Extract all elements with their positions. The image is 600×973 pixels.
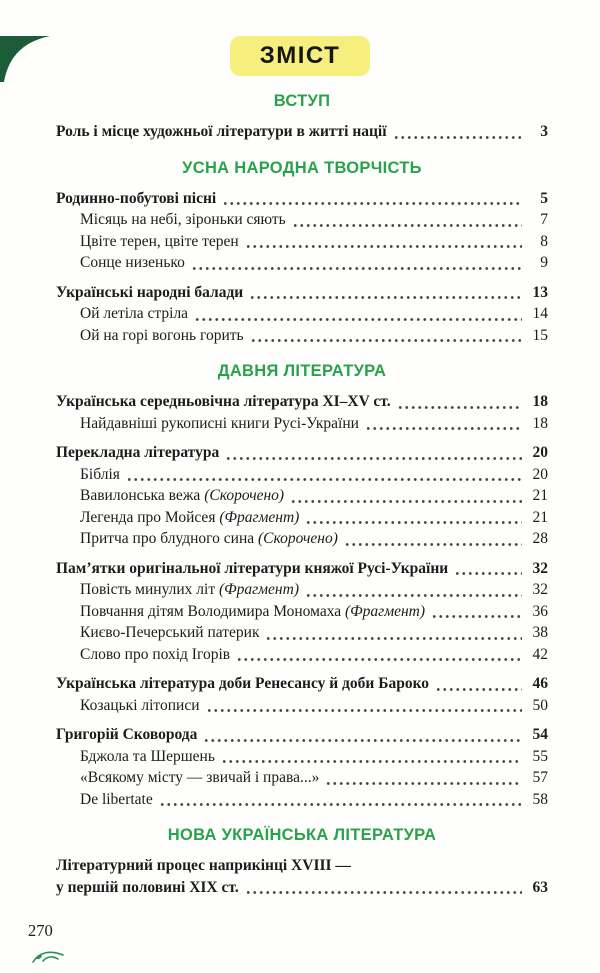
dot-leader — [250, 338, 522, 343]
entry-text: Слово про похід Ігорів — [80, 645, 231, 663]
toc-entry — [56, 877, 548, 899]
entry-page: 20 — [532, 465, 548, 483]
entry-text: Козацькі літописи — [80, 696, 200, 714]
dot-leader — [431, 614, 522, 619]
dot-leader — [249, 295, 522, 300]
entry-page: 36 — [532, 602, 548, 620]
entry-text: Ой на горі вогонь горить — [80, 326, 244, 344]
toc-entry — [56, 507, 548, 529]
toc-entry — [56, 601, 548, 623]
entry-text: Перекладна література — [56, 444, 220, 461]
entry-text: Родинно-побутові пісні — [56, 189, 217, 207]
toc-entry — [56, 231, 548, 253]
entry-text: Найдавніші рукописні книги Русі-України — [80, 414, 359, 432]
entry-page: 13 — [532, 283, 548, 301]
dot-leader — [454, 571, 522, 576]
toc-entry — [56, 121, 548, 143]
toc-entry — [56, 252, 548, 274]
entry-text: Ой летіла стріла — [80, 305, 189, 322]
entry-page: 9 — [540, 254, 548, 271]
entry-note: (Фрагмент) — [219, 508, 300, 526]
dot-leader — [344, 542, 522, 547]
toc-entry — [56, 746, 548, 768]
entry-text: Місяць на небі, зіроньки сяють — [80, 211, 286, 228]
entry-page: 42 — [532, 645, 548, 663]
entry-page: 55 — [532, 747, 548, 765]
toc-entry — [56, 464, 548, 486]
folio-number: 270 — [28, 921, 53, 940]
entry-page: 63 — [532, 878, 548, 896]
entry-group — [56, 855, 548, 898]
entry-group — [56, 188, 548, 274]
entry-page: 46 — [532, 675, 548, 692]
toc-entry-line1 — [56, 855, 548, 877]
entry-group — [56, 673, 548, 716]
page-title — [230, 36, 371, 76]
entry-text: Бджола та Шершень — [80, 747, 215, 765]
toc-entry — [56, 695, 548, 717]
toc-entry — [56, 413, 548, 435]
entry-page: 50 — [532, 696, 548, 714]
entry-text: Роль і місце художньої літератури в житті нації — [56, 123, 387, 140]
entry-text: Повчання дітям Володимира Мономаха (Фрагмент) — [80, 602, 426, 620]
page-title-text: ЗМІСТ — [259, 42, 341, 69]
entry-page: 32 — [532, 581, 548, 598]
dot-leader — [203, 738, 522, 743]
dot-leader — [397, 405, 522, 410]
entry-note: (Фрагмент) — [218, 581, 299, 598]
dot-leader — [393, 135, 522, 140]
dot-leader — [245, 890, 522, 895]
entry-page: 38 — [532, 624, 548, 641]
entry-page: 5 — [540, 189, 548, 207]
dot-leader — [191, 266, 522, 271]
dot-leader — [265, 636, 522, 641]
toc-entry — [56, 303, 548, 325]
entry-text: Григорій Сковорода — [56, 726, 198, 743]
entry-page: 3 — [540, 123, 548, 140]
toc-entry — [56, 579, 548, 601]
toc-entry — [56, 188, 548, 210]
entry-page: 57 — [532, 769, 548, 786]
dot-leader — [236, 657, 522, 662]
toc-entry — [56, 767, 548, 789]
entry-text: De libertate — [80, 790, 153, 808]
toc-entry — [56, 209, 548, 231]
dot-leader — [435, 687, 522, 692]
section-heading: НОВА УКРАЇНСЬКА ЛІТЕРАТУРА — [167, 826, 437, 844]
entry-group — [56, 282, 548, 347]
entry-text: у першій половині XIX ст. — [56, 878, 239, 896]
dot-leader — [126, 477, 522, 482]
dot-leader — [159, 802, 522, 807]
dot-leader — [221, 759, 522, 764]
entry-text: Літературний процес наприкінці XVIII — — [56, 857, 351, 874]
dot-leader — [225, 456, 522, 461]
entry-page: 20 — [532, 444, 548, 461]
entry-page: 14 — [532, 305, 548, 322]
toc-entry — [56, 282, 548, 304]
entry-group — [56, 442, 548, 550]
entry-text: Повість минулих літ (Фрагмент) — [80, 581, 299, 598]
entry-note: (Скорочено) — [204, 487, 285, 504]
toc-entry — [56, 485, 548, 507]
table-of-contents — [56, 92, 548, 898]
entry-page: 21 — [532, 487, 548, 504]
entry-text: Українська середньовічна література XI–XV ст. — [56, 393, 391, 410]
entry-text: Вавилонська вежа (Скорочено) — [80, 487, 285, 504]
dot-leader — [305, 593, 522, 598]
toc-entry — [56, 391, 548, 413]
toc-entry — [56, 442, 548, 464]
entry-page: 32 — [532, 559, 548, 577]
entry-text: Цвіте терен, цвіте терен — [80, 232, 239, 250]
entry-page: 54 — [532, 726, 548, 743]
entry-text: «Всякому місту — звичай і права...» — [80, 769, 320, 786]
toc-entry — [56, 622, 548, 644]
section-heading: ВСТУП — [273, 92, 331, 110]
entry-page: 21 — [532, 508, 548, 526]
entry-group — [56, 724, 548, 810]
toc-entry — [56, 724, 548, 746]
entry-text: Легенда про Мойсея (Фрагмент) — [80, 508, 300, 526]
entry-text: Українські народні балади — [56, 283, 244, 301]
entry-text: Києво-Печерський патерик — [80, 624, 260, 641]
dot-leader — [292, 223, 522, 228]
toc-entry — [56, 325, 548, 347]
dot-leader — [290, 499, 522, 504]
section-heading: ДАВНЯ ЛІТЕРАТУРА — [217, 362, 387, 380]
entry-text: Українська література доби Ренесансу й доби Бароко — [56, 675, 430, 692]
entry-page: 58 — [532, 790, 548, 808]
entry-text: Сонце низенько — [80, 254, 185, 271]
toc-entry — [56, 528, 548, 550]
entry-group — [56, 121, 548, 143]
toc-entry — [56, 558, 548, 580]
dot-leader — [365, 426, 522, 431]
entry-group — [56, 558, 548, 666]
entry-text: Пам’ятки оригінальної літератури княжої Русі-України — [56, 559, 449, 577]
dot-leader — [194, 317, 522, 322]
entry-text: Біблія — [80, 465, 120, 483]
vine-flourish-icon — [32, 948, 66, 966]
entry-page: 28 — [532, 530, 548, 547]
entry-page: 15 — [532, 326, 548, 344]
entry-page: 8 — [540, 232, 548, 250]
entry-page: 18 — [532, 393, 548, 410]
entry-group — [56, 391, 548, 434]
dot-leader — [305, 520, 522, 525]
entry-page: 18 — [532, 414, 548, 432]
toc-entry — [56, 789, 548, 811]
toc-entry — [56, 644, 548, 666]
dot-leader — [222, 201, 522, 206]
corner-decoration — [0, 36, 52, 82]
entry-note: (Скорочено) — [258, 530, 338, 547]
entry-note: (Фрагмент) — [345, 602, 426, 620]
entry-text: Притча про блудного сина (Скорочено) — [80, 530, 338, 547]
toc-entry — [56, 673, 548, 695]
dot-leader — [325, 781, 522, 786]
dot-leader — [245, 244, 522, 249]
entry-page: 7 — [540, 211, 548, 228]
dot-leader — [206, 708, 522, 713]
section-heading: УСНА НАРОДНА ТВОРЧІСТЬ — [182, 158, 422, 177]
